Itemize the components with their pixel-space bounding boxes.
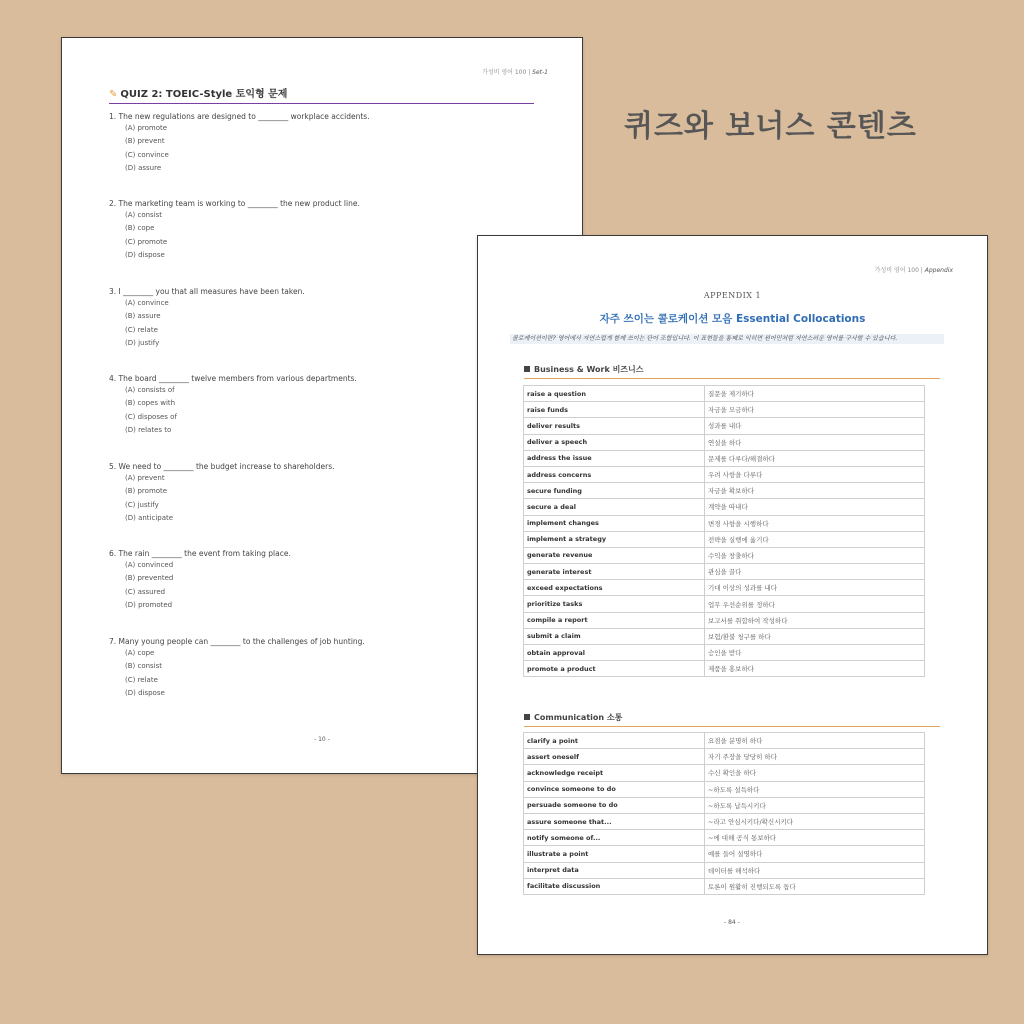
option: (B) promote (125, 487, 168, 496)
header-section: Set-1 (532, 69, 548, 76)
collocation-korean: 보험/환불 청구를 하다 (705, 628, 925, 644)
collocation-korean: ~라고 안심시키다/확신시키다 (705, 813, 925, 829)
quiz-title-text: QUIZ 2: TOEIC-Style 토익형 문제 (120, 89, 288, 100)
collocation-english: compile a report (524, 612, 705, 628)
collocation-korean: 관심을 끌다 (705, 564, 925, 580)
collocation-english: assure someone that... (524, 813, 705, 829)
running-header (875, 265, 953, 274)
option: (D) dispose (125, 688, 165, 697)
option: (B) prevent (125, 137, 165, 146)
header-text: 가성비 영어 100 | (482, 69, 533, 76)
page-number: - 84 - (724, 919, 740, 926)
option: (A) cope (125, 649, 155, 657)
table-row (524, 765, 925, 781)
table-row (524, 813, 925, 829)
option: (D) justify (125, 338, 160, 347)
question-3 (109, 287, 529, 350)
table-row (524, 846, 925, 862)
section-title (524, 712, 940, 727)
table-row (524, 797, 925, 813)
collocation-korean: 데이터를 해석하다 (705, 862, 925, 878)
collocation-english: address the issue (524, 450, 705, 466)
collocation-english: secure funding (524, 483, 705, 499)
pencil-memo-icon: ✎ (109, 89, 118, 100)
option: (B) consist (125, 662, 163, 671)
collocation-korean: 수신 확인을 하다 (705, 765, 925, 781)
option: (A) promote (125, 124, 168, 132)
collocation-english: prioritize tasks (524, 596, 705, 612)
table-row (524, 418, 925, 434)
appendix-page (477, 235, 988, 955)
section-title-text: Communication 소통 (534, 713, 623, 722)
table-row (524, 733, 925, 749)
collocation-korean: 자금을 확보하다 (705, 483, 925, 499)
table-row (524, 515, 925, 531)
table-row (524, 612, 925, 628)
header-text: 가성비 영어 100 | (874, 267, 925, 274)
option: (A) consists of (125, 386, 175, 394)
collocation-english: raise a question (524, 386, 705, 402)
question-1 (109, 112, 529, 175)
collocation-korean: 자금을 모금하다 (705, 402, 925, 418)
collocation-korean: 연설을 하다 (705, 434, 925, 450)
question-stem: 4. The board ________ twelve members from various departments. (109, 374, 357, 383)
collocation-english: interpret data (524, 862, 705, 878)
question-2 (109, 199, 529, 262)
table-row (524, 531, 925, 547)
option: (B) copes with (125, 399, 176, 408)
option: (C) relate (125, 325, 158, 334)
collocation-english: raise funds (524, 402, 705, 418)
collocation-korean: 문제를 다루다/해결하다 (705, 450, 925, 466)
collocation-english: implement changes (524, 515, 705, 531)
table-row (524, 596, 925, 612)
collocation-korean: 토론이 원활히 진행되도록 돕다 (705, 878, 925, 894)
collocation-english: exceed expectations (524, 580, 705, 596)
option: (C) assured (125, 587, 166, 596)
collocation-korean: 승인을 받다 (705, 645, 925, 661)
collocation-korean: ~하도록 설득하다 (705, 781, 925, 797)
collocation-korean: 수익을 창출하다 (705, 547, 925, 563)
question-stem: 5. We need to ________ the budget increase to shareholders. (109, 462, 335, 471)
collocation-english: implement a strategy (524, 531, 705, 547)
collocation-korean: 우려 사항을 다루다 (705, 466, 925, 482)
square-bullet-icon (524, 366, 530, 372)
collocation-korean: ~에 대해 공식 통보하다 (705, 830, 925, 846)
quiz-title (109, 85, 534, 104)
question-6 (109, 549, 529, 612)
appendix-label: APPENDIX 1 (703, 291, 762, 300)
table-row (524, 483, 925, 499)
question-stem: 7. Many young people can ________ to the challenges of job hunting. (109, 637, 365, 646)
collocation-korean: ~하도록 납득시키다 (705, 797, 925, 813)
collocation-korean: 변경 사항을 시행하다 (705, 515, 925, 531)
table-row (524, 781, 925, 797)
table-row (524, 466, 925, 482)
collocation-korean: 전략을 실행에 옮기다 (705, 531, 925, 547)
collocation-english: acknowledge receipt (524, 765, 705, 781)
collocation-english: persuade someone to do (524, 797, 705, 813)
option: (D) relates to (125, 425, 172, 434)
option: (B) prevented (125, 574, 174, 583)
question-stem: 3. I ________ you that all measures have been taken. (109, 287, 305, 296)
appendix-title: 자주 쓰이는 콜로케이션 모음 Essential Collocations (599, 313, 866, 325)
table-row (524, 547, 925, 563)
collocation-english: address concerns (524, 466, 705, 482)
table-row (524, 830, 925, 846)
section-title-text: Business & Work 비즈니스 (534, 365, 644, 374)
question-4 (109, 374, 529, 437)
table-row (524, 434, 925, 450)
collocation-english: secure a deal (524, 499, 705, 515)
collocation-korean: 제품을 홍보하다 (705, 661, 925, 677)
collocation-english: obtain approval (524, 645, 705, 661)
collocation-english: generate interest (524, 564, 705, 580)
option: (C) convince (125, 150, 169, 159)
option: (B) assure (125, 312, 161, 321)
table-row (524, 628, 925, 644)
table-row (524, 878, 925, 894)
collocation-english: convince someone to do (524, 781, 705, 797)
table-row (524, 564, 925, 580)
collocation-english: generate revenue (524, 547, 705, 563)
option: (A) prevent (125, 474, 165, 482)
option: (B) cope (125, 224, 155, 233)
question-stem: 2. The marketing team is working to ________ the new product line. (109, 199, 360, 208)
option: (D) dispose (125, 250, 165, 259)
option: (A) consist (125, 211, 163, 219)
question-7 (109, 637, 529, 700)
table-row (524, 499, 925, 515)
option: (C) promote (125, 237, 168, 246)
option: (A) convince (125, 299, 169, 307)
section-title (524, 364, 940, 379)
appendix-intro: 콜로케이션이란? 영어에서 자연스럽게 함께 쓰이는 단어 조합입니다. 이 표현들을 통째로 익히면 원어민처럼 자연스러운 영어를 구사할 수 있습니다. (510, 334, 944, 344)
collocation-english: assert oneself (524, 749, 705, 765)
collocation-korean: 업무 우선순위를 정하다 (705, 596, 925, 612)
square-bullet-icon (524, 714, 530, 720)
collocation-korean: 성과를 내다 (705, 418, 925, 434)
table-row (524, 661, 925, 677)
collocation-english: facilitate discussion (524, 878, 705, 894)
table-row (524, 645, 925, 661)
question-stem: 6. The rain ________ the event from taking place. (109, 549, 291, 558)
header-section: Appendix (924, 267, 953, 274)
collocation-english: clarify a point (524, 733, 705, 749)
page-number: - 10 - (314, 736, 330, 743)
table-row (524, 402, 925, 418)
collocation-english: illustrate a point (524, 846, 705, 862)
running-header (482, 67, 548, 76)
option: (D) anticipate (125, 513, 174, 522)
collocation-korean: 자기 주장을 당당히 하다 (705, 749, 925, 765)
collocation-table-communication (523, 732, 925, 895)
option: (C) relate (125, 675, 158, 684)
collocation-english: promote a product (524, 661, 705, 677)
collocation-english: deliver results (524, 418, 705, 434)
collocation-korean: 기대 이상의 성과를 내다 (705, 580, 925, 596)
option: (A) convinced (125, 561, 174, 569)
option: (D) assure (125, 163, 162, 172)
collocation-table-business (523, 385, 925, 677)
collocation-english: submit a claim (524, 628, 705, 644)
option: (C) disposes of (125, 412, 177, 421)
table-row (524, 386, 925, 402)
collocation-korean: 요점을 분명히 하다 (705, 733, 925, 749)
table-row (524, 580, 925, 596)
table-row (524, 862, 925, 878)
collocation-korean: 질문을 제기하다 (705, 386, 925, 402)
option: (C) justify (125, 500, 159, 509)
option: (D) promoted (125, 600, 173, 609)
collocation-korean: 계약을 따내다 (705, 499, 925, 515)
collocation-english: deliver a speech (524, 434, 705, 450)
question-5 (109, 462, 529, 525)
table-row (524, 450, 925, 466)
question-stem: 1. The new regulations are designed to ________ workplace accidents. (109, 112, 370, 121)
table-row (524, 749, 925, 765)
collocation-english: notify someone of... (524, 830, 705, 846)
page-heading: 퀴즈와 보너스 콘텐츠 (624, 109, 917, 144)
collocation-korean: 예를 들어 설명하다 (705, 846, 925, 862)
collocation-korean: 보고서를 취합하여 작성하다 (705, 612, 925, 628)
